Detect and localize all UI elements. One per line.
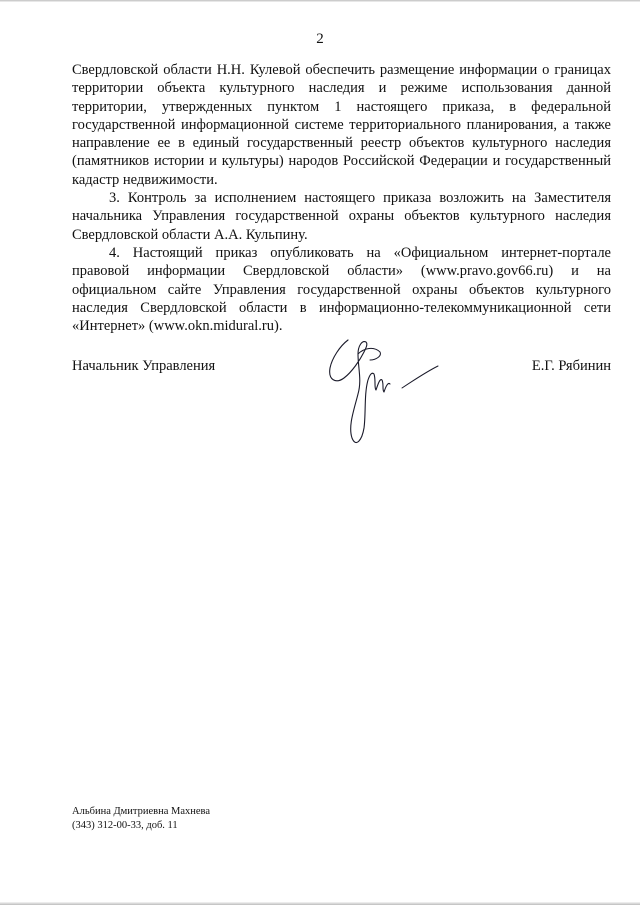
- paragraph-item-4: 4. Настоящий приказ опубликовать на «Официальном интернет-портале правовой информации Свердловской области» (www.pravo.gov66.ru) и на официальном сайте Управления государственной охраны объектов культурного наследия Свердловской области в информационно-телекоммуникационной сети «Интернет» (www.okn.midural.ru).: [72, 244, 611, 335]
- signature-main-stroke: [330, 340, 390, 443]
- paragraph-continuation: Свердловской области Н.Н. Кулевой обеспечить размещение информации о границах территории объекта культурного наследия и режиме использования данной территории, утвержденных пунктом 1 настоящего приказа, в федеральной государственной информационной системе территориального планирования, а также направление ее в единый государственный реестр объектов культурного наследия (памятников истории и культуры) народов Российской Федерации и государственный кадастр недвижимости.: [72, 62, 611, 188]
- document-body: [72, 61, 611, 335]
- page-number: 2: [316, 31, 324, 47]
- signatory-name: Е.Г. Рябинин: [531, 358, 611, 374]
- page-top-edge: [0, 0, 640, 2]
- executor-name: Альбина Дмитриевна Махнева: [72, 806, 211, 817]
- signatory-position: Начальник Управления: [72, 358, 216, 374]
- handwritten-signature: [318, 328, 458, 458]
- executor-phone: (343) 312-00-33, доб. 11: [72, 819, 178, 831]
- paragraph-item-3: 3. Контроль за исполнением настоящего приказа возложить на Заместителя начальника Управления государственной охраны объектов культурного наследия Свердловской области А.А. Кульпину.: [72, 190, 611, 243]
- signature-stroke-svg: [318, 328, 458, 458]
- contact-info: [72, 805, 372, 832]
- signature-flourish-stroke: [402, 366, 438, 388]
- signature-loop-stroke: [358, 348, 380, 360]
